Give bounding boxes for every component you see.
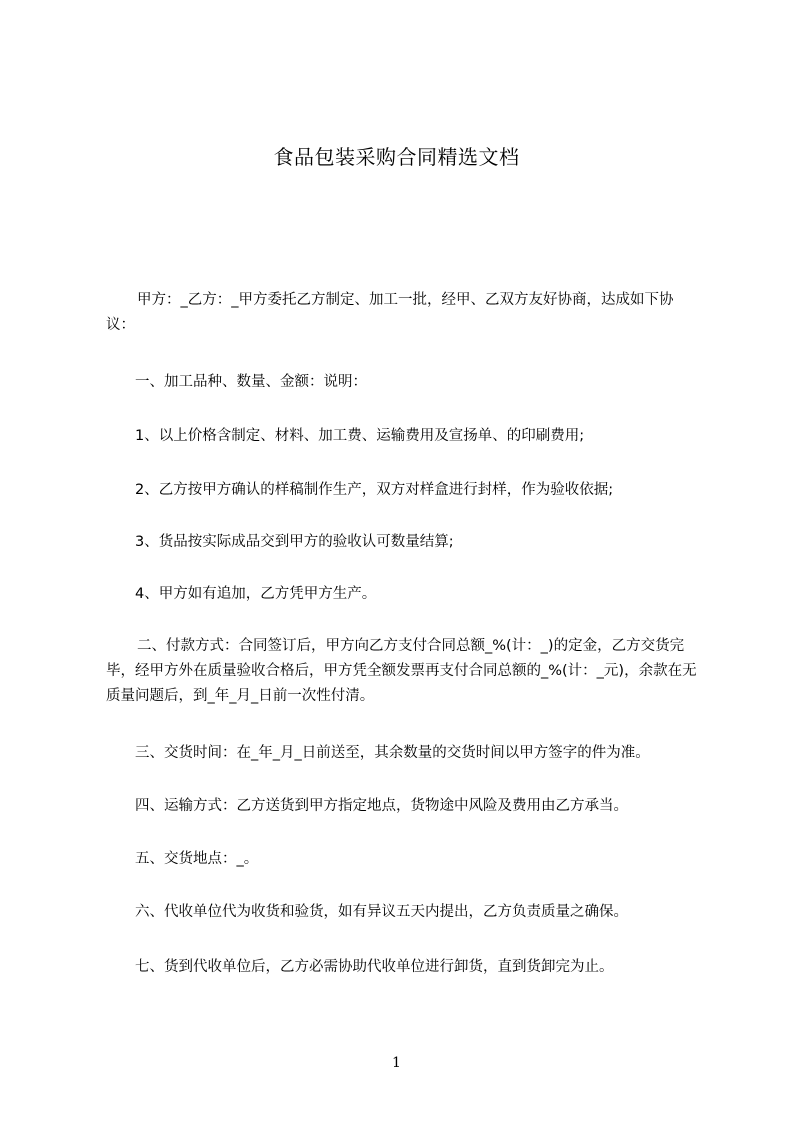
paragraph-section-7: 七、货到代收单位后，乙方必需协助代收单位进行卸货，直到货卸完为止。	[135, 959, 614, 975]
paragraph-section-4: 四、运输方式：乙方送货到甲方指定地点，货物途中风险及费用由乙方承当。	[135, 798, 628, 814]
paragraph-section-2: 二、付款方式：合同签订后，甲方向乙方支付合同总额_%(计：_)的定金，乙方交货完毕，经甲方外在质量验收合格后，甲方凭全额发票再支付合同总额的_%(计：_元)，余款在无质量问题后，到_年_月_日前一次性付清。	[106, 638, 697, 704]
page-number: 1	[392, 1055, 401, 1071]
paragraph-section-3: 三、交货时间：在_年_月_日前送至，其余数量的交货时间以甲方签字的件为准。	[135, 745, 650, 761]
paragraph-item-2: 2、乙方按甲方确认的样稿制作生产，双方对样盒进行封样，作为验收依据;	[135, 482, 614, 498]
paragraph-section-6: 六、代收单位代为收货和验货，如有异议五天内提出，乙方负责质量之确保。	[135, 904, 628, 920]
paragraph-item-1: 1、以上价格含制定、材料、加工费、运输费用及宣扬单、的印刷费用;	[135, 428, 585, 444]
paragraph-item-4: 4、甲方如有追加，乙方凭甲方生产。	[135, 586, 377, 602]
paragraph-item-3: 3、货品按实际成品交到甲方的验收认可数量结算;	[135, 534, 454, 550]
paragraph-section-1: 一、加工品种、数量、金额：说明：	[135, 374, 367, 390]
paragraph-section-5: 五、交货地点：_。	[135, 851, 259, 867]
paragraph-parties: 甲方：_乙方：_甲方委托乙方制定、加工一批，经甲、乙双方友好协商，达成如下协议：	[106, 292, 674, 333]
document-title: 食品包装采购合同精选文档	[273, 145, 520, 169]
